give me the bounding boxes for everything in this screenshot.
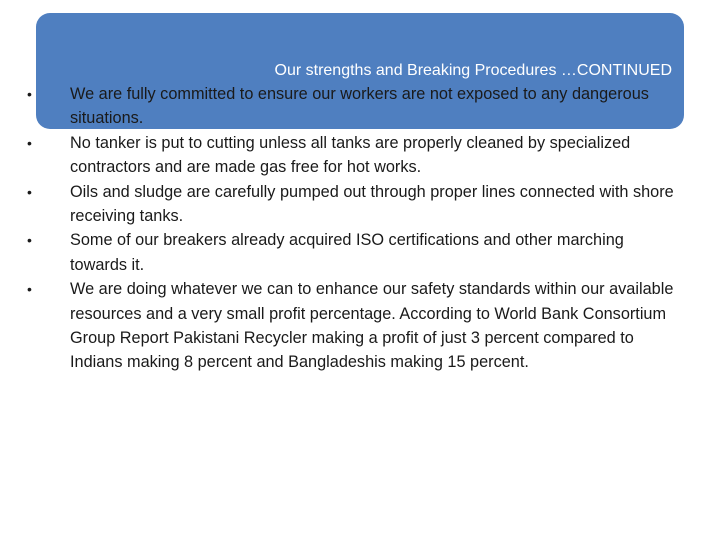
bullet-text: Oils and sludge are carefully pumped out through proper lines connected with shore receiving tanks. — [70, 182, 674, 226]
bullet-marker: • — [27, 134, 32, 151]
bullet-item — [22, 180, 682, 229]
bullet-marker: • — [27, 86, 32, 102]
bullet-item — [22, 277, 682, 375]
bullet-item — [22, 228, 682, 277]
bullet-marker: • — [27, 281, 32, 298]
bullet-item — [22, 131, 682, 180]
bullet-text: Some of our breakers already acquired ISO certifications and other marching towards it. — [70, 231, 624, 274]
slide-title: Our strengths and Breaking Procedures …CONTINUED — [274, 62, 672, 79]
bullet-marker: • — [27, 232, 32, 249]
bullet-list — [22, 82, 682, 375]
bullet-text: We are doing whatever we can to enhance our safety standards within our available resources and a very small profit percentage. According to World Bank Consortium Group Report Pakistani Recycler making a profit of just 3 percent compared to Indians making 8 percent and Bangladeshis making 15 percent. — [70, 280, 674, 372]
bullet-text: No tanker is put to cutting unless all tanks are properly cleaned by specialized contractors and are made gas free for hot works. — [70, 133, 631, 177]
bullet-text: We are fully committed to ensure our workers are not exposed to any dangerous situations. — [70, 85, 649, 128]
bullet-marker: • — [27, 183, 32, 200]
bullet-item — [22, 82, 682, 131]
